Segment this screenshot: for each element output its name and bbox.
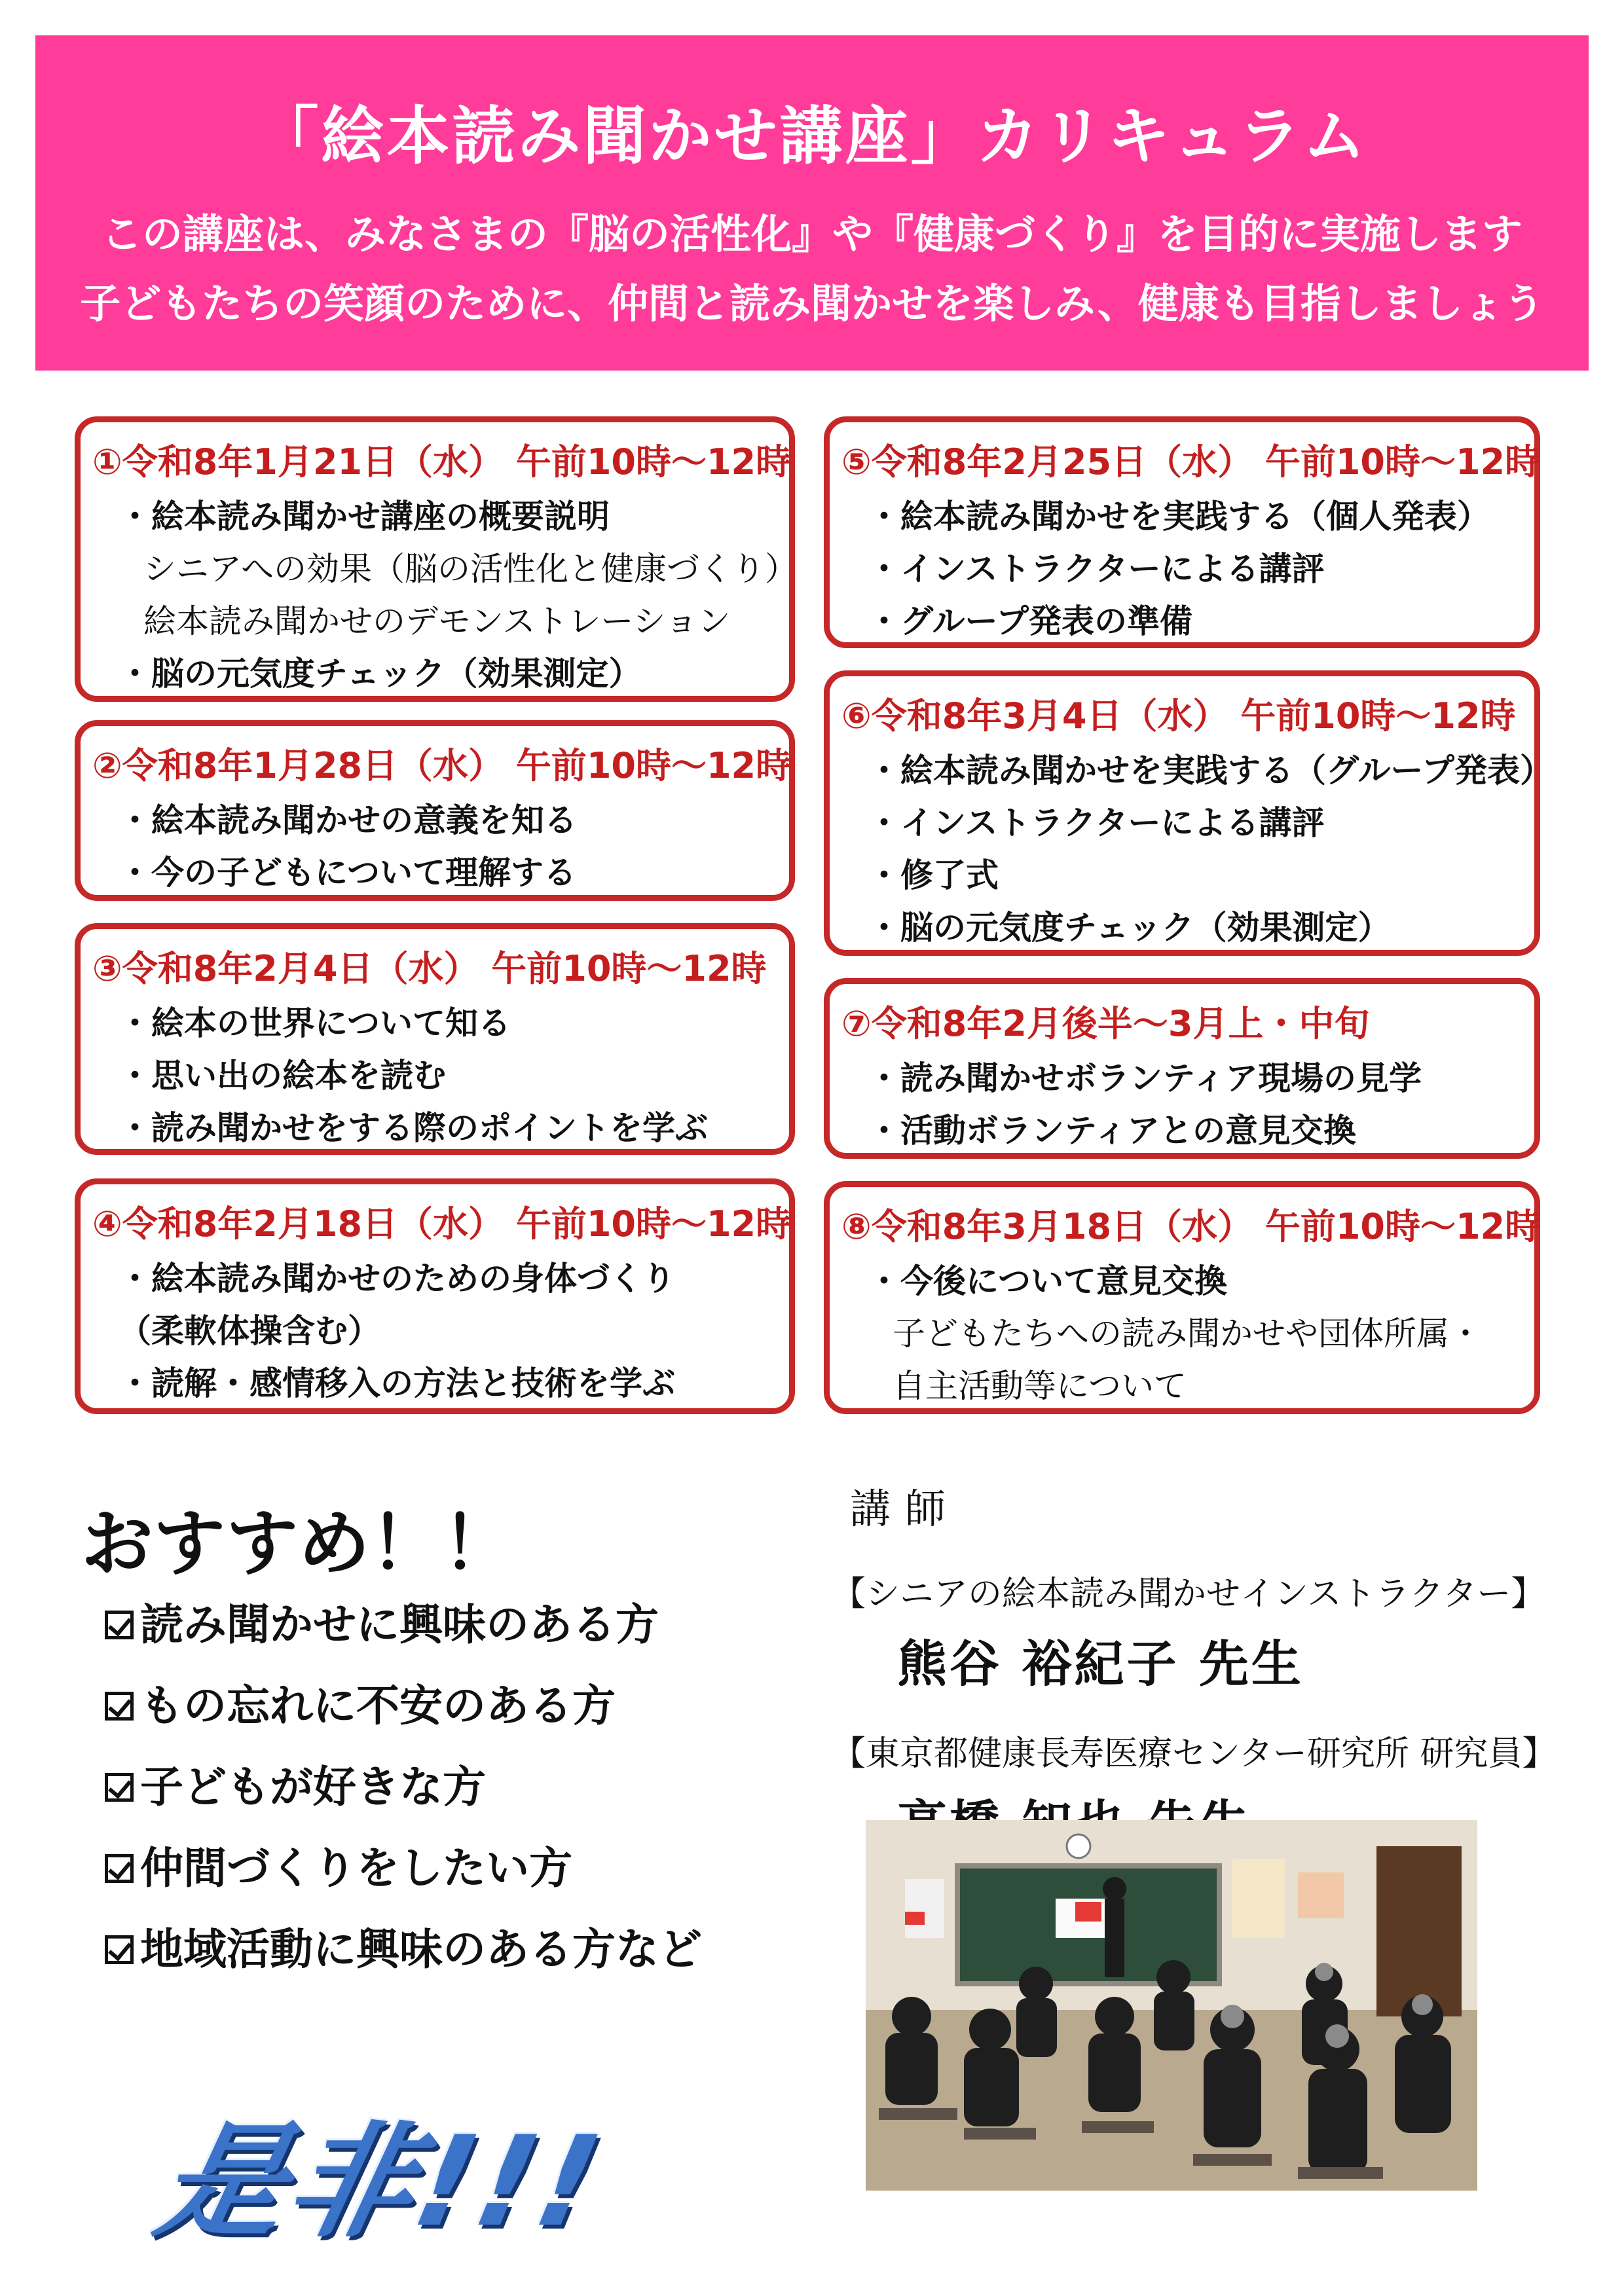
session-heading: ②令和8年1月28日（水） 午前10時～12時 bbox=[92, 745, 792, 786]
session-item: ・絵本読み聞かせを実践する（グループ発表） bbox=[868, 752, 1553, 790]
checkbox-icon bbox=[105, 1935, 134, 1964]
session-item: ・絵本読み聞かせ講座の概要説明 bbox=[119, 498, 610, 536]
session-item: ・今後について意見交換 bbox=[868, 1262, 1227, 1300]
session-item: ・読解・感情移入の方法と技術を学ぶ bbox=[119, 1364, 675, 1402]
checkbox-icon bbox=[105, 1692, 134, 1721]
session-item: ・修了式 bbox=[868, 856, 999, 894]
session-item: ・脳の元気度チェック（効果測定） bbox=[868, 909, 1391, 947]
recommend-title: おすすめ！！ bbox=[81, 1502, 515, 1586]
lecturer-section bbox=[832, 1476, 1556, 1855]
header-banner bbox=[35, 35, 1589, 371]
lecturer-name-1: 熊谷 裕紀子 先生 bbox=[897, 1635, 1304, 1693]
session-item: ・今の子どもについて理解する bbox=[119, 854, 576, 892]
session-item: ・絵本読み聞かせのための身体づくり bbox=[119, 1260, 675, 1298]
recommend-label: もの忘れに不安のある方 bbox=[140, 1681, 616, 1731]
recommend-label: 地域活動に興味のある方など bbox=[140, 1924, 702, 1975]
session-card-5 bbox=[824, 416, 1540, 648]
lecturer-role-2: 【東京都健康長寿医療センター研究所 研究員】 bbox=[832, 1734, 1557, 1774]
session-card-2 bbox=[75, 720, 795, 901]
recommend-item bbox=[105, 1909, 702, 1990]
session-items bbox=[868, 490, 1490, 647]
session-card-8 bbox=[824, 1181, 1540, 1414]
session-heading: ⑥令和8年3月4日（水） 午前10時～12時 bbox=[841, 695, 1516, 737]
recommend-label: 子どもが好きな方 bbox=[140, 1762, 486, 1812]
session-item: ・活動ボランティアとの意見交換 bbox=[868, 1112, 1356, 1150]
zehi-headline: 是非!!! bbox=[146, 2109, 616, 2254]
lecturer-role-1: 【シニアの絵本読み聞かせインストラクター】 bbox=[832, 1575, 1545, 1614]
checkbox-icon bbox=[105, 1854, 134, 1883]
session-items bbox=[868, 1255, 1482, 1412]
session-item: ・絵本読み聞かせを実践する（個人発表） bbox=[868, 498, 1490, 536]
session-card-4 bbox=[75, 1178, 795, 1414]
session-item: 絵本読み聞かせのデモンストレーション bbox=[143, 602, 731, 640]
intro-line-1: この講座は、みなさまの『脳の活性化』や『健康づくり』を目的に実施します bbox=[101, 210, 1522, 258]
session-item: 子どもたちへの読み聞かせや団体所属・ bbox=[893, 1315, 1482, 1353]
class-photo bbox=[866, 1820, 1477, 2191]
session-heading: ⑤令和8年2月25日（水） 午前10時～12時 bbox=[841, 441, 1541, 483]
recommend-item bbox=[105, 1747, 702, 1828]
session-items bbox=[868, 1052, 1422, 1157]
class-photo-illustration bbox=[866, 1820, 1477, 2191]
session-card-3 bbox=[75, 923, 795, 1155]
intro-line-2: 子どもたちの笑顔のために、仲間と読み聞かせを楽しみ、健康も目指しましょう bbox=[80, 280, 1544, 327]
recommend-item bbox=[105, 1828, 702, 1909]
session-item: ・グループ発表の準備 bbox=[868, 602, 1192, 640]
session-item: ・絵本の世界について知る bbox=[119, 1004, 511, 1042]
recommend-item bbox=[105, 1584, 702, 1666]
session-item: シニアへの効果（脳の活性化と健康づくり） bbox=[143, 550, 798, 588]
checkbox-icon bbox=[105, 1773, 134, 1802]
session-card-7 bbox=[824, 978, 1540, 1159]
recommend-label: 仲間づくりをしたい方 bbox=[140, 1843, 572, 1893]
checkbox-icon bbox=[105, 1611, 134, 1639]
session-item: ・インストラクターによる講評 bbox=[868, 804, 1325, 842]
session-item: （柔軟体操含む） bbox=[119, 1312, 380, 1350]
session-heading: ④令和8年2月18日（水） 午前10時～12時 bbox=[92, 1203, 792, 1245]
recommend-label: 読み聞かせに興味のある方 bbox=[140, 1599, 659, 1650]
lecturer-label: 講師 bbox=[850, 1485, 961, 1533]
session-heading: ③令和8年2月4日（水） 午前10時～12時 bbox=[92, 948, 767, 989]
session-heading: ⑧令和8年3月18日（水） 午前10時～12時 bbox=[841, 1206, 1541, 1247]
recommend-list bbox=[105, 1584, 702, 1990]
session-item: ・絵本読み聞かせの意義を知る bbox=[119, 801, 577, 839]
session-items bbox=[119, 997, 708, 1154]
session-item: ・読み聞かせをする際のポイントを学ぶ bbox=[119, 1109, 708, 1147]
session-card-1 bbox=[75, 416, 798, 702]
session-items bbox=[868, 744, 1553, 954]
session-card-6 bbox=[824, 670, 1553, 956]
session-items bbox=[119, 1252, 675, 1410]
session-item: ・読み聞かせボランティア現場の見学 bbox=[868, 1059, 1422, 1097]
page-title: 「絵本読み聞かせ講座」カリキュラム bbox=[255, 100, 1369, 173]
session-item: ・思い出の絵本を読む bbox=[119, 1057, 446, 1095]
session-items bbox=[119, 794, 577, 899]
recommend-item bbox=[105, 1666, 702, 1747]
session-item: ・インストラクターによる講評 bbox=[868, 550, 1325, 588]
session-heading: ①令和8年1月21日（水） 午前10時～12時 bbox=[92, 441, 792, 483]
session-item: ・脳の元気度チェック（効果測定） bbox=[119, 655, 642, 693]
session-item: 自主活動等について bbox=[893, 1367, 1187, 1405]
session-items bbox=[119, 490, 798, 700]
session-heading: ⑦令和8年2月後半～3月上・中旬 bbox=[841, 1003, 1370, 1044]
